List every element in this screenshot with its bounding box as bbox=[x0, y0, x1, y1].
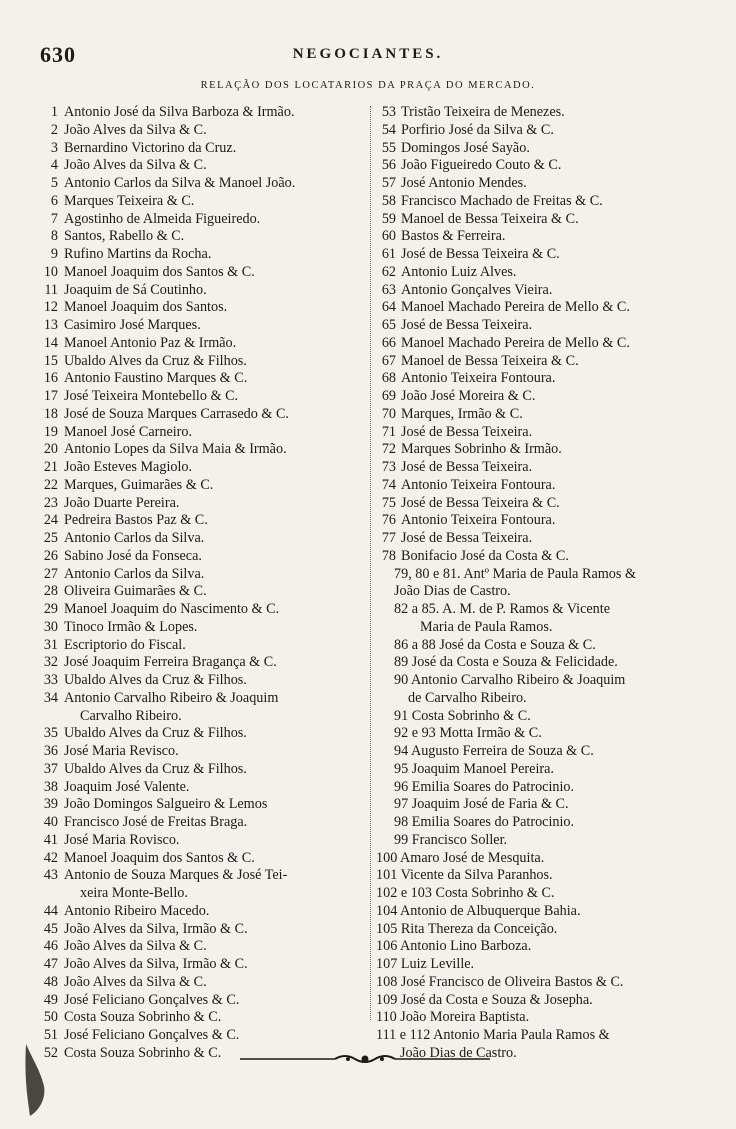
entry-number: 53 bbox=[381, 104, 396, 120]
entry-name: João Figueiredo Couto & C. bbox=[401, 157, 562, 174]
list-entry bbox=[22, 761, 372, 779]
entry-name: José de Bessa Teixeira & C. bbox=[401, 494, 560, 511]
list-entry bbox=[376, 282, 721, 300]
entry-name: José Feliciano Gonçalves & C. bbox=[64, 991, 240, 1008]
list-entry bbox=[22, 495, 372, 513]
list-entry-continuation: Maria de Paula Ramos. bbox=[420, 618, 553, 635]
entry-name: José Maria Rovisco. bbox=[64, 831, 180, 848]
list-entry bbox=[376, 335, 721, 353]
list-entry: 92 e 93 Motta Irmão & C. bbox=[394, 725, 542, 742]
list-entry: 102 e 103 Costa Sobrinho & C. bbox=[376, 885, 555, 901]
entry-name: Antonio Teixeira Fontoura. bbox=[401, 512, 556, 529]
list-entry: 96 Emilia Soares do Patrocinio. bbox=[394, 778, 575, 795]
entry-name: Porfirio José da Silva & C. bbox=[401, 121, 554, 138]
list-entry bbox=[22, 672, 372, 690]
entry-number: 17 bbox=[43, 388, 58, 404]
list-entry: 105 Rita Thereza da Conceição. bbox=[376, 920, 558, 937]
list-entry-continuation: xeira Monte-Bello. bbox=[80, 885, 188, 901]
entry-name: Manoel Antonio Paz & Irmão. bbox=[64, 334, 237, 351]
list-entry bbox=[22, 654, 372, 672]
list-entry bbox=[22, 193, 372, 211]
entry-number: 47 bbox=[43, 956, 58, 972]
entry-name: Oliveira Guimarães & C. bbox=[64, 583, 207, 600]
list-entry-continuation: João Dias de Castro. bbox=[394, 583, 511, 600]
list-entry: 107 Luiz Leville. bbox=[376, 956, 475, 972]
entry-name: Tristão Teixeira de Menezes. bbox=[401, 104, 565, 120]
entry-name: Escriptorio do Fiscal. bbox=[64, 636, 186, 653]
entry-number: 19 bbox=[43, 423, 58, 440]
entry-number: 20 bbox=[43, 441, 58, 458]
list-entry-continuation: Carvalho Ribeiro. bbox=[80, 707, 182, 724]
entry-name: Manoel Joaquim dos Santos & C. bbox=[64, 263, 255, 280]
list-entry bbox=[22, 264, 372, 282]
list-entry bbox=[376, 370, 721, 388]
entry-number: 2 bbox=[50, 121, 58, 138]
entry-number: 25 bbox=[43, 530, 58, 546]
entry-number: 48 bbox=[43, 973, 58, 990]
list-entry: 86 a 88 José da Costa e Souza & C. bbox=[394, 636, 596, 653]
entry-number: 45 bbox=[43, 920, 58, 937]
list-entry bbox=[376, 530, 721, 548]
entry-number: 39 bbox=[43, 796, 58, 813]
list-entry bbox=[22, 583, 372, 601]
entry-name: Sabino José da Fonseca. bbox=[64, 547, 202, 564]
entry-number: 29 bbox=[43, 601, 58, 617]
entry-name: João Alves da Silva & C. bbox=[64, 938, 207, 955]
entry-number: 30 bbox=[43, 618, 58, 635]
entry-number: 42 bbox=[43, 849, 58, 866]
entry-name: Joaquim José Valente. bbox=[64, 778, 190, 795]
entry-name: Costa Souza Sobrinho & C. bbox=[64, 1044, 222, 1061]
list-entry bbox=[22, 867, 372, 885]
entry-number: 26 bbox=[43, 547, 58, 564]
list-entry bbox=[376, 424, 721, 442]
list-entry bbox=[376, 495, 721, 513]
list-entry bbox=[22, 406, 372, 424]
list-entry bbox=[22, 317, 372, 335]
list-entry: 82 a 85. A. M. de P. Ramos & Vicente bbox=[394, 601, 611, 617]
left-column bbox=[22, 104, 372, 1063]
list-entry bbox=[376, 228, 721, 246]
list-entry bbox=[22, 921, 372, 939]
list-entry bbox=[22, 637, 372, 655]
entry-name: Ubaldo Alves da Cruz & Filhos. bbox=[64, 760, 247, 777]
list-entry bbox=[22, 938, 372, 956]
entry-number: 7 bbox=[50, 210, 58, 227]
list-entry bbox=[376, 441, 721, 459]
entry-number: 51 bbox=[43, 1027, 58, 1043]
column-divider bbox=[370, 106, 371, 1020]
entry-number: 68 bbox=[381, 370, 396, 387]
list-entry bbox=[22, 566, 372, 584]
entry-name: João José Moreira & C. bbox=[401, 388, 536, 404]
entry-number: 54 bbox=[381, 121, 396, 138]
entry-name: João Domingos Salgueiro & Lemos bbox=[64, 796, 268, 813]
list-entry: 97 Joaquim José de Faria & C. bbox=[394, 796, 569, 813]
entry-number: 5 bbox=[50, 175, 58, 191]
entry-number: 50 bbox=[43, 1009, 58, 1026]
entry-name: Antonio Carlos da Silva. bbox=[64, 530, 205, 546]
list-entry bbox=[22, 725, 372, 743]
entry-name: João Alves da Silva, Irmão & C. bbox=[64, 956, 248, 972]
list-entry bbox=[22, 690, 372, 708]
list-entry bbox=[22, 992, 372, 1010]
list-entry: 89 José da Costa e Souza & Felicidade. bbox=[394, 654, 618, 671]
left-entries-list bbox=[22, 104, 372, 1063]
entry-number: 31 bbox=[43, 636, 58, 653]
entry-name: Antonio Carvalho Ribeiro & Joaquim bbox=[64, 689, 279, 706]
list-entry bbox=[22, 228, 372, 246]
entry-name: Joaquim de Sá Coutinho. bbox=[64, 281, 207, 298]
list-entry bbox=[22, 814, 372, 832]
entry-name: Marques Sobrinho & Irmão. bbox=[401, 441, 562, 458]
entry-number: 32 bbox=[43, 654, 58, 671]
list-entry bbox=[22, 850, 372, 868]
list-entry bbox=[376, 175, 721, 193]
entry-name: Francisco José de Freitas Braga. bbox=[64, 814, 248, 830]
list-entry-continuation: de Carvalho Ribeiro. bbox=[408, 689, 527, 706]
list-entry bbox=[22, 122, 372, 140]
list-entry bbox=[376, 512, 721, 530]
list-entry bbox=[22, 779, 372, 797]
entry-name: Rufino Martins da Rocha. bbox=[64, 246, 212, 262]
entry-name: Francisco Machado de Freitas & C. bbox=[401, 192, 603, 209]
entry-number: 28 bbox=[43, 583, 58, 600]
list-entry bbox=[376, 299, 721, 317]
entry-name: Antonio Faustino Marques & C. bbox=[64, 370, 248, 387]
entry-number: 56 bbox=[381, 157, 396, 174]
entry-name: Costa Souza Sobrinho & C. bbox=[64, 1009, 222, 1026]
entry-name: José Antonio Mendes. bbox=[401, 175, 527, 191]
entry-name: Antonio Lopes da Silva Maia & Irmão. bbox=[64, 441, 287, 458]
entry-number: 52 bbox=[43, 1044, 58, 1061]
entry-name: José de Souza Marques Carrasedo & C. bbox=[64, 405, 289, 422]
list-entry bbox=[22, 140, 372, 158]
list-entry bbox=[22, 974, 372, 992]
entry-name: Manoel Machado Pereira de Mello & C. bbox=[401, 334, 630, 351]
entry-number: 46 bbox=[43, 938, 58, 955]
entry-number: 38 bbox=[43, 778, 58, 795]
list-entry bbox=[376, 122, 721, 140]
list-entry: 108 José Francisco de Oliveira Bastos & C. bbox=[376, 973, 624, 990]
entry-number: 58 bbox=[381, 192, 396, 209]
list-entry bbox=[376, 548, 721, 566]
list-entry bbox=[376, 459, 721, 477]
entry-name: José de Bessa Teixeira. bbox=[401, 423, 533, 440]
entry-name: João Alves da Silva, Irmão & C. bbox=[64, 920, 248, 937]
entry-number: 13 bbox=[43, 317, 58, 333]
entry-number: 41 bbox=[43, 831, 58, 848]
entry-name: José de Bessa Teixeira. bbox=[401, 459, 533, 475]
list-entry bbox=[22, 1027, 372, 1045]
list-entry: 90 Antonio Carvalho Ribeiro & Joaquim bbox=[394, 672, 626, 688]
entry-number: 23 bbox=[43, 494, 58, 511]
list-entry: 91 Costa Sobrinho & C. bbox=[394, 707, 531, 724]
list-entry: 110 João Moreira Baptista. bbox=[376, 1009, 530, 1026]
list-entry-continuation: João Dias de Castro. bbox=[400, 1044, 517, 1061]
list-entry bbox=[376, 317, 721, 335]
entry-name: Manoel de Bessa Teixeira & C. bbox=[401, 352, 579, 369]
right-entries-list bbox=[376, 104, 721, 566]
entry-number: 59 bbox=[381, 210, 396, 227]
entry-number: 36 bbox=[43, 743, 58, 759]
entry-number: 77 bbox=[381, 530, 396, 546]
entry-number: 55 bbox=[381, 139, 396, 156]
list-entry: 99 Francisco Soller. bbox=[394, 831, 508, 848]
entry-number: 69 bbox=[381, 388, 396, 404]
entry-number: 49 bbox=[43, 991, 58, 1008]
page-number: 630 bbox=[40, 42, 76, 67]
entry-name: Marques Teixeira & C. bbox=[64, 192, 195, 209]
entry-number: 24 bbox=[43, 512, 58, 529]
entry-name: José de Bessa Teixeira. bbox=[401, 530, 533, 546]
entry-number: 63 bbox=[381, 281, 396, 298]
list-entry: 109 José da Costa e Souza & Josepha. bbox=[376, 991, 593, 1008]
entry-name: Tinoco Irmão & Lopes. bbox=[64, 618, 198, 635]
list-entry bbox=[376, 193, 721, 211]
entry-number: 75 bbox=[381, 494, 396, 511]
entry-number: 57 bbox=[381, 175, 396, 191]
entry-number: 15 bbox=[43, 352, 58, 369]
entry-name: Bastos & Ferreira. bbox=[401, 228, 506, 245]
list-entry bbox=[22, 157, 372, 175]
entry-number: 11 bbox=[44, 281, 58, 298]
entry-name: Bonifacio José da Costa & C. bbox=[401, 547, 569, 564]
entry-number: 6 bbox=[50, 192, 58, 209]
list-entry bbox=[22, 796, 372, 814]
entry-number: 8 bbox=[50, 228, 58, 245]
list-entry: 104 Antonio de Albuquerque Bahia. bbox=[376, 902, 581, 919]
entry-name: Antonio Carlos da Silva & Manoel João. bbox=[64, 175, 296, 191]
list-entry: 94 Augusto Ferreira de Souza & C. bbox=[394, 743, 594, 759]
list-entry bbox=[376, 104, 721, 122]
entry-name: Manoel de Bessa Teixeira & C. bbox=[401, 210, 579, 227]
entry-name: Santos, Rabello & C. bbox=[64, 228, 185, 245]
entry-number: 9 bbox=[50, 246, 58, 262]
entry-name: Pedreira Bastos Paz & C. bbox=[64, 512, 208, 529]
list-entry bbox=[22, 743, 372, 761]
right-column bbox=[376, 104, 721, 1063]
entry-number: 4 bbox=[50, 157, 58, 174]
entry-name: Agostinho de Almeida Figueiredo. bbox=[64, 210, 261, 227]
entry-number: 73 bbox=[381, 459, 396, 475]
page-subtitle: RELAÇÃO DOS LOCATARIOS DA PRAÇA DO MERCADO. bbox=[200, 80, 536, 91]
list-entry bbox=[22, 530, 372, 548]
entry-number: 61 bbox=[381, 246, 396, 262]
page-edge-mark bbox=[18, 1040, 52, 1120]
entry-number: 35 bbox=[43, 725, 58, 742]
list-entry bbox=[22, 353, 372, 371]
entry-name: João Duarte Pereira. bbox=[64, 494, 180, 511]
entry-number: 78 bbox=[381, 547, 396, 564]
entry-name: Manoel Joaquim do Nascimento & C. bbox=[64, 601, 280, 617]
entry-name: Ubaldo Alves da Cruz & Filhos. bbox=[64, 725, 247, 742]
list-entry bbox=[376, 353, 721, 371]
list-entry bbox=[22, 299, 372, 317]
entry-name: Antonio Luiz Alves. bbox=[401, 263, 517, 280]
entry-name: Manoel Joaquim dos Santos. bbox=[64, 299, 228, 316]
entry-name: Manoel Joaquim dos Santos & C. bbox=[64, 849, 255, 866]
entry-name: Marques, Irmão & C. bbox=[401, 405, 523, 422]
entry-number: 65 bbox=[381, 317, 396, 333]
list-entry bbox=[22, 175, 372, 193]
list-entry: 100 Amaro José de Mesquita. bbox=[376, 849, 545, 866]
entry-number: 64 bbox=[381, 299, 396, 316]
entry-name: Antonio Gonçalves Vieira. bbox=[401, 281, 553, 298]
entry-number: 14 bbox=[43, 334, 58, 351]
entry-number: 43 bbox=[43, 867, 58, 884]
entry-number: 18 bbox=[43, 405, 58, 422]
list-entry bbox=[22, 512, 372, 530]
entry-name: José Maria Revisco. bbox=[64, 743, 179, 759]
list-entry bbox=[22, 903, 372, 921]
entry-number: 37 bbox=[43, 760, 58, 777]
entry-name: Casimiro José Marques. bbox=[64, 317, 201, 333]
entry-name: Ubaldo Alves da Cruz & Filhos. bbox=[64, 352, 247, 369]
entry-number: 3 bbox=[50, 139, 58, 156]
entry-name: João Alves da Silva & C. bbox=[64, 157, 207, 174]
list-entry bbox=[22, 619, 372, 637]
list-entry bbox=[376, 264, 721, 282]
entry-name: Bernardino Victorino da Cruz. bbox=[64, 139, 237, 156]
entry-name: João Esteves Magiolo. bbox=[64, 459, 193, 475]
page-title: NEGOCIANTES. bbox=[292, 46, 444, 62]
list-entry bbox=[22, 104, 372, 122]
entry-number: 62 bbox=[381, 263, 396, 280]
entry-number: 60 bbox=[381, 228, 396, 245]
list-entry bbox=[376, 406, 721, 424]
entry-number: 12 bbox=[43, 299, 58, 316]
entry-number: 16 bbox=[43, 370, 58, 387]
list-entry: 101 Vicente da Silva Paranhos. bbox=[376, 867, 553, 884]
entry-name: Antonio Carlos da Silva. bbox=[64, 565, 205, 582]
entry-number: 34 bbox=[43, 689, 58, 706]
entry-number: 74 bbox=[381, 476, 396, 493]
list-entry bbox=[22, 424, 372, 442]
entry-number: 40 bbox=[43, 814, 58, 830]
entry-number: 22 bbox=[43, 476, 58, 493]
list-entry bbox=[22, 441, 372, 459]
list-entry bbox=[22, 335, 372, 353]
list-entry bbox=[22, 282, 372, 300]
entry-name: Antonio Teixeira Fontoura. bbox=[401, 476, 556, 493]
list-entry bbox=[22, 477, 372, 495]
list-entry bbox=[376, 140, 721, 158]
entry-number: 66 bbox=[381, 334, 396, 351]
list-entry bbox=[22, 832, 372, 850]
entry-name: José de Bessa Teixeira & C. bbox=[401, 246, 560, 262]
entry-name: José Feliciano Gonçalves & C. bbox=[64, 1027, 240, 1043]
list-entry bbox=[376, 477, 721, 495]
entry-number: 27 bbox=[43, 565, 58, 582]
entry-name: Manoel José Carneiro. bbox=[64, 423, 193, 440]
list-entry bbox=[22, 601, 372, 619]
entry-number: 33 bbox=[43, 672, 58, 688]
list-entry bbox=[376, 211, 721, 229]
list-entry: 95 Joaquim Manoel Pereira. bbox=[394, 760, 554, 777]
list-entry bbox=[22, 370, 372, 388]
entry-name: Antonio Teixeira Fontoura. bbox=[401, 370, 556, 387]
entry-number: 10 bbox=[43, 263, 58, 280]
list-entry bbox=[22, 1009, 372, 1027]
entry-name: Antonio Ribeiro Macedo. bbox=[64, 902, 210, 919]
entry-name: Ubaldo Alves da Cruz & Filhos. bbox=[64, 672, 247, 688]
entry-name: João Alves da Silva & C. bbox=[64, 973, 207, 990]
entry-name: Manoel Machado Pereira de Mello & C. bbox=[401, 299, 630, 316]
entry-number: 1 bbox=[50, 104, 58, 120]
list-entry bbox=[22, 246, 372, 264]
entry-name: João Alves da Silva & C. bbox=[64, 121, 207, 138]
entry-number: 21 bbox=[43, 459, 58, 475]
list-entry bbox=[22, 211, 372, 229]
entry-name: Marques, Guimarães & C. bbox=[64, 476, 214, 493]
list-entry bbox=[22, 459, 372, 477]
list-entry bbox=[376, 388, 721, 406]
list-entry bbox=[22, 956, 372, 974]
list-entry: 98 Emilia Soares do Patrocinio. bbox=[394, 814, 575, 830]
entry-number: 67 bbox=[381, 352, 396, 369]
entry-name: Antonio de Souza Marques & José Tei- bbox=[64, 867, 288, 884]
entry-number: 72 bbox=[381, 441, 396, 458]
list-entry bbox=[376, 157, 721, 175]
entry-name: José Teixeira Montebello & C. bbox=[64, 388, 239, 404]
ornament-rule bbox=[240, 1052, 490, 1066]
entry-number: 71 bbox=[381, 423, 396, 440]
list-entry bbox=[22, 548, 372, 566]
entry-number: 76 bbox=[381, 512, 396, 529]
entry-number: 44 bbox=[43, 902, 58, 919]
entry-name: Domingos José Sayão. bbox=[401, 139, 530, 156]
list-entry: 79, 80 e 81. Antº Maria de Paula Ramos & bbox=[394, 565, 637, 582]
entry-name: José Joaquim Ferreira Bragança & C. bbox=[64, 654, 277, 671]
entry-name: José de Bessa Teixeira. bbox=[401, 317, 533, 333]
entry-name: Antonio José da Silva Barboza & Irmão. bbox=[64, 104, 295, 120]
list-entry: 106 Antonio Lino Barboza. bbox=[376, 938, 532, 955]
entry-number: 70 bbox=[381, 405, 396, 422]
list-entry bbox=[376, 246, 721, 264]
list-entry: 111 e 112 Antonio Maria Paula Ramos & bbox=[376, 1027, 610, 1043]
list-entry bbox=[22, 388, 372, 406]
